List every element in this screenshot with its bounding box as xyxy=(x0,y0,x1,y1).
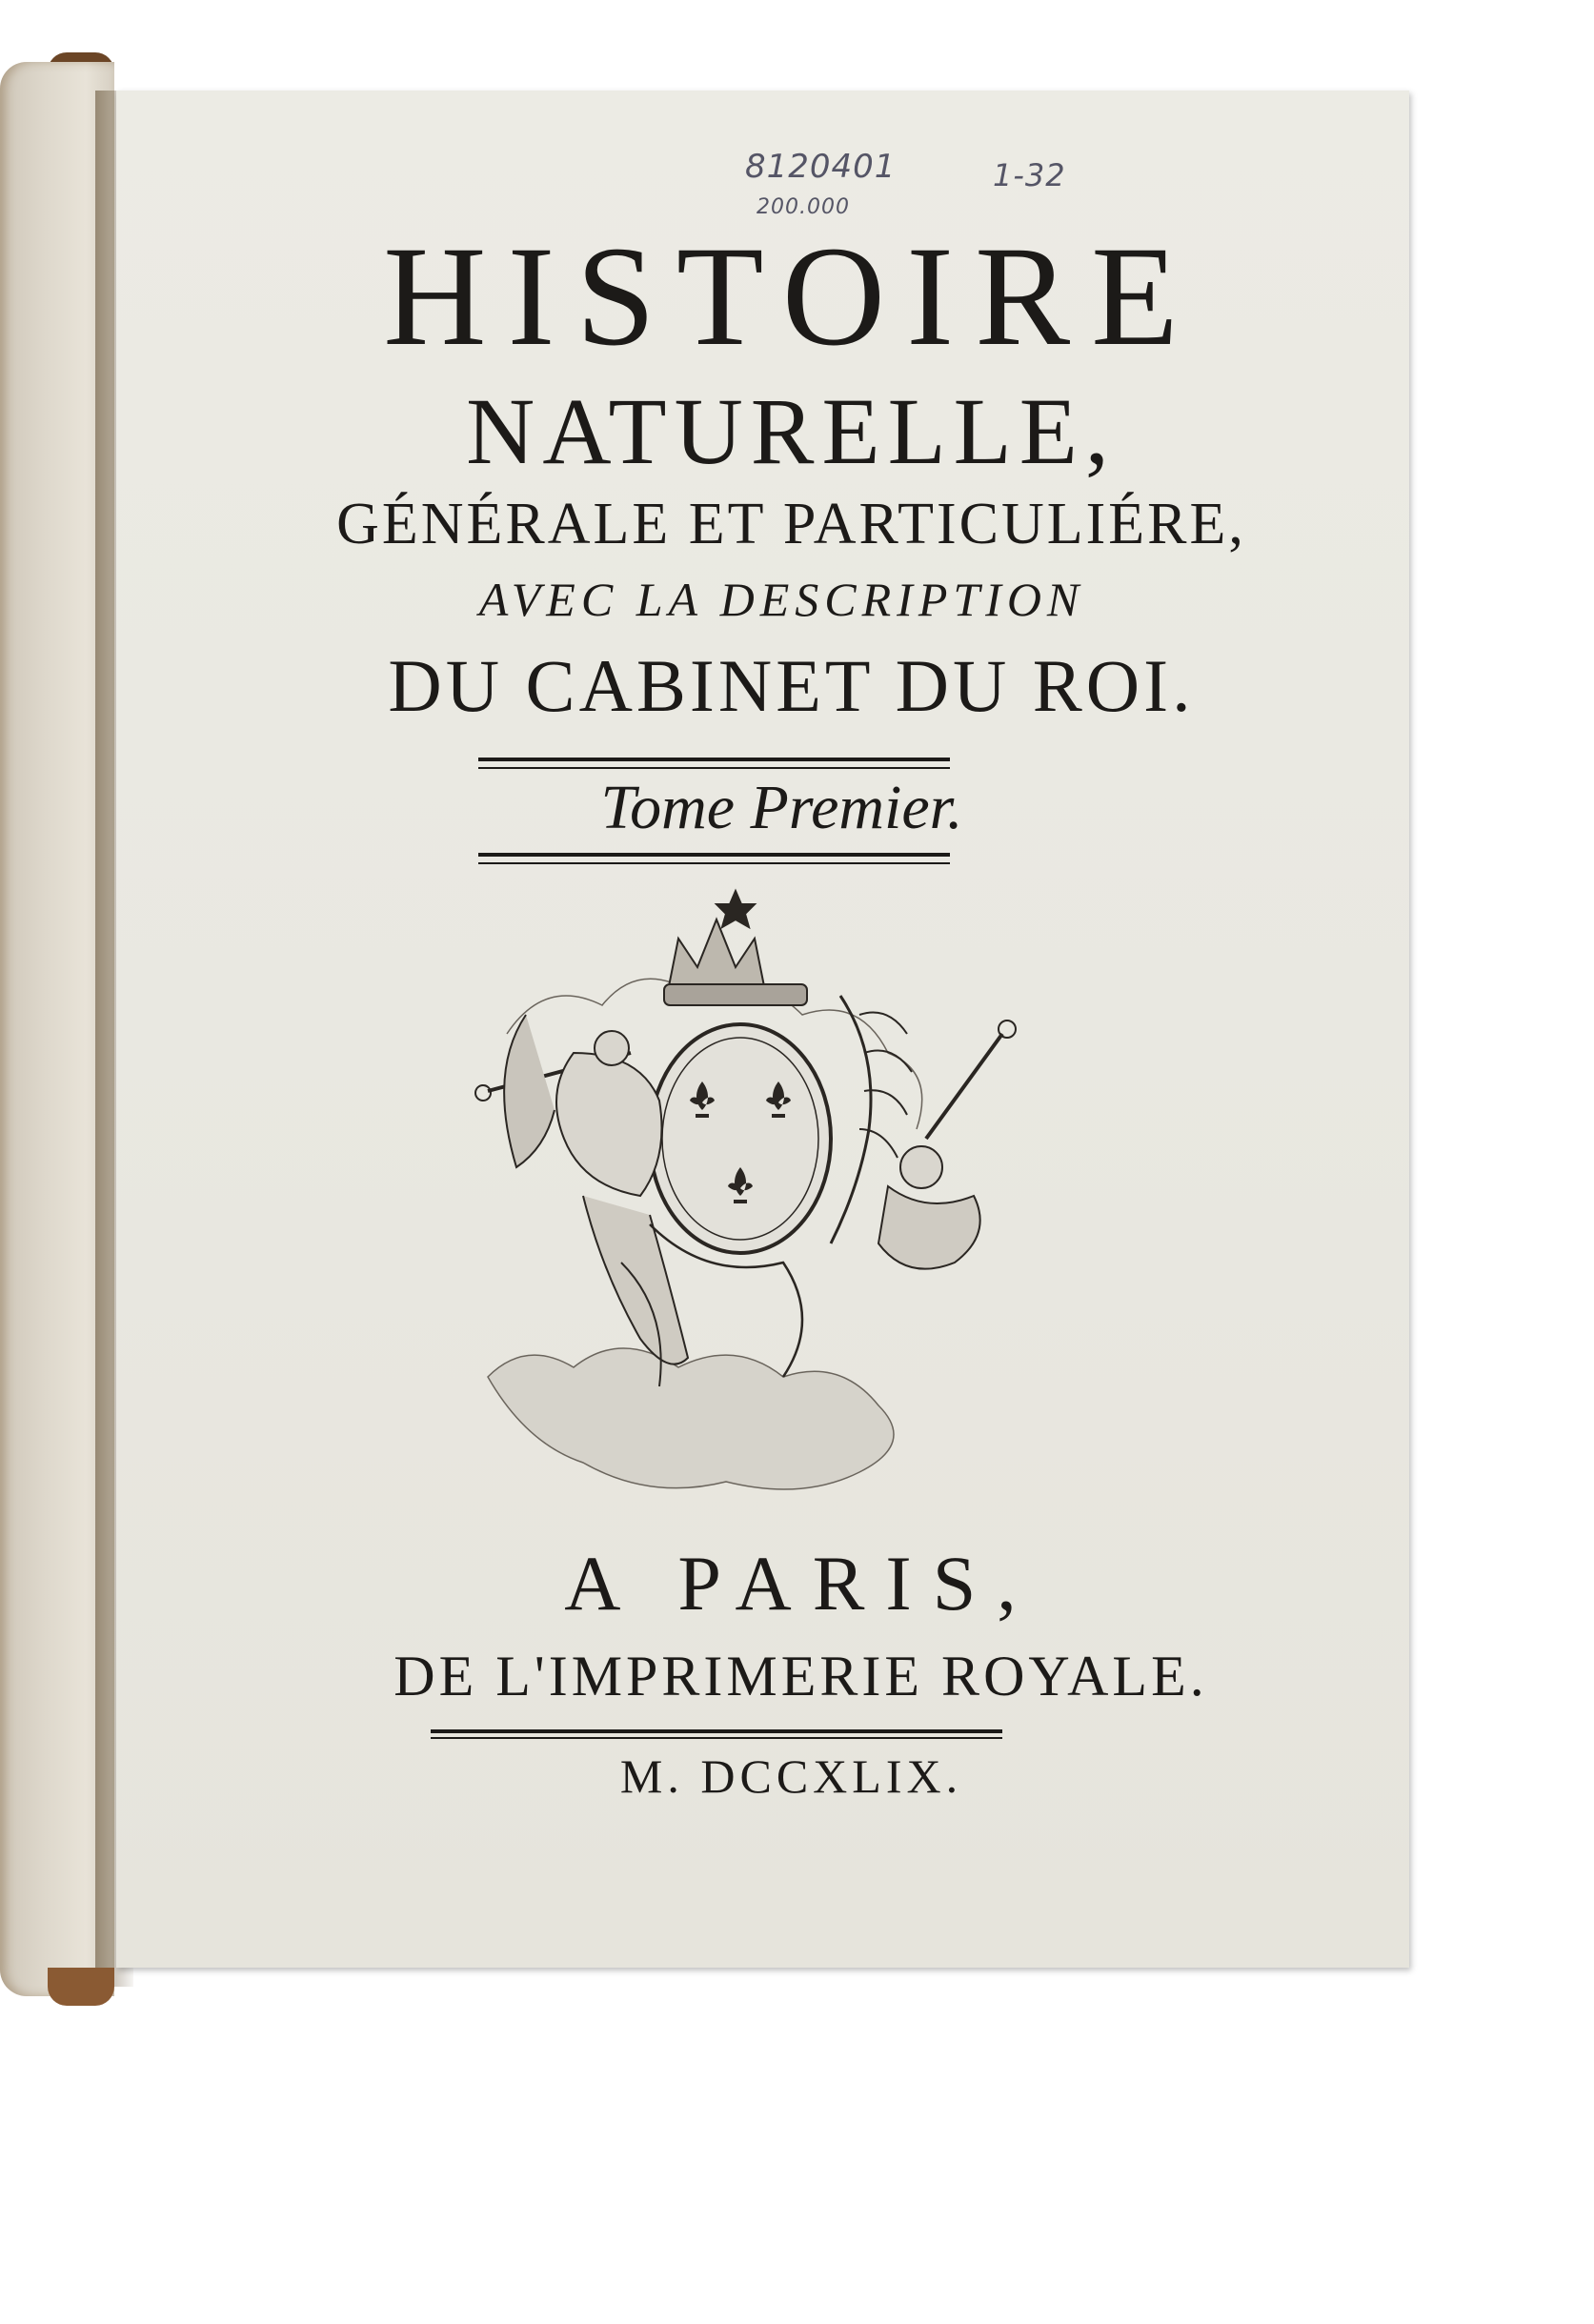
title-line-naturelle: NATURELLE, xyxy=(466,378,1117,484)
handwritten-sub: 200.000 xyxy=(757,195,850,219)
imprint-rule xyxy=(431,1729,1002,1739)
double-rule-top xyxy=(478,758,950,769)
title-page xyxy=(116,91,1409,1968)
binding-bottom xyxy=(48,1968,114,2006)
volume-label: Tome Premier. xyxy=(600,773,963,842)
handwritten-range: 1-32 xyxy=(993,157,1066,193)
title-line-histoire: HISTOIRE xyxy=(383,217,1200,375)
royal-crest-engraving-icon xyxy=(431,881,1040,1501)
double-rule-bottom xyxy=(478,853,950,864)
handwritten-number: 8120401 xyxy=(745,148,897,186)
imprint-year: M. DCCXLIX. xyxy=(619,1749,963,1803)
imprint-city: A PARIS, xyxy=(564,1540,1038,1627)
title-line-generale: GÉNÉRALE ET PARTICULIÉRE, xyxy=(336,492,1246,556)
title-line-cabinet: DU CABINET DU ROI. xyxy=(388,644,1195,727)
title-line-avec: AVEC LA DESCRIPTION xyxy=(478,573,1085,626)
imprint-press: DE L'IMPRIMERIE ROYALE. xyxy=(393,1645,1208,1708)
